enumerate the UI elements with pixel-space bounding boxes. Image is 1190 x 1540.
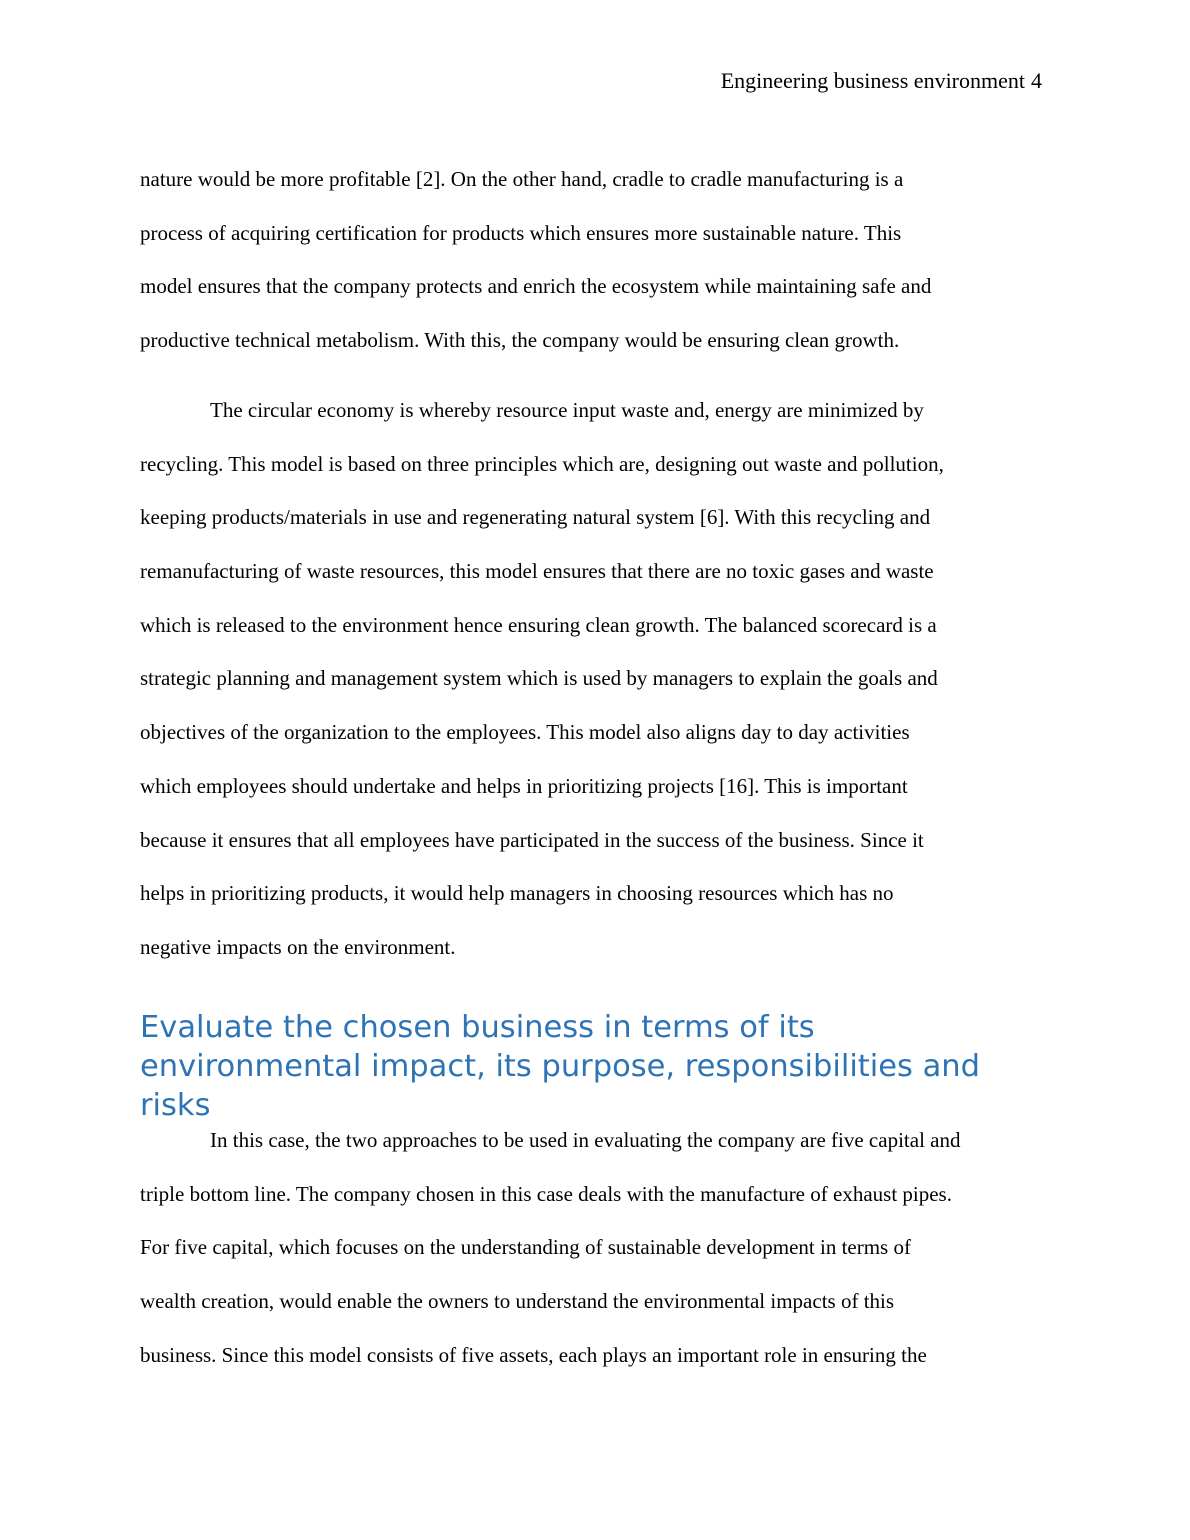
paragraph-line: nature would be more profitable [2]. On the other hand, cradle to cradle manufacturing is a (140, 167, 904, 191)
paragraph-line: remanufacturing of waste resources, this model ensures that there are no toxic gases and waste (140, 559, 934, 584)
paragraph-line: strategic planning and management system which is used by managers to explain the goals and (140, 666, 938, 691)
paragraph-line: wealth creation, would enable the owners to understand the environmental impacts of this (140, 1289, 895, 1314)
paragraph-line: which employees should undertake and helps in prioritizing projects [16]. This is important (140, 773, 908, 798)
paragraph-line: negative impacts on the environment. (140, 934, 456, 959)
header-title: Engineering business environment (720, 68, 1025, 93)
paragraph-line: The circular economy is whereby resource input waste and, energy are minimized by (210, 398, 924, 422)
paragraph-line: model ensures that the company protects and enrich the ecosystem while maintaining safe and (140, 274, 932, 299)
running-header (721, 68, 1042, 94)
paragraph-line: process of acquiring certification for products which ensures more sustainable nature. This (140, 220, 902, 245)
heading-line: Evaluate the chosen business in terms of its (140, 1010, 815, 1045)
paragraph-line: In this case, the two approaches to be used in evaluating the company are five capital and (210, 1128, 961, 1152)
paragraph-line: triple bottom line. The company chosen in this case deals with the manufacture of exhaust pipes. (140, 1181, 952, 1206)
paragraph-line: recycling. This model is based on three principles which are, designing out waste and pollution, (140, 451, 944, 476)
paragraph-1 (140, 164, 1050, 379)
paragraph-2 (140, 395, 1050, 986)
page-number: 4 (1031, 68, 1042, 93)
section-heading (140, 1008, 1060, 1125)
paragraph-line: business. Since this model consists of five assets, each plays an important role in ensuring the (140, 1342, 927, 1367)
paragraph-line: helps in prioritizing products, it would help managers in choosing resources which has no (140, 881, 894, 906)
paragraph-line: keeping products/materials in use and regenerating natural system [6]. With this recycling and (140, 505, 931, 530)
heading-line: environmental impact, its purpose, responsibilities and (140, 1049, 980, 1084)
paragraph-line: objectives of the organization to the employees. This model also aligns day to day activities (140, 720, 910, 745)
paragraph-line: For five capital, which focuses on the understanding of sustainable development in terms of (140, 1235, 911, 1260)
paragraph-line: productive technical metabolism. With this, the company would be ensuring clean growth. (140, 328, 900, 353)
paragraph-line: which is released to the environment hence ensuring clean growth. The balanced scorecard is a (140, 612, 937, 637)
paragraph-line: because it ensures that all employees have participated in the success of the business. Since it (140, 827, 924, 852)
paragraph-3 (140, 1125, 1050, 1393)
heading-line: risks (140, 1088, 211, 1123)
